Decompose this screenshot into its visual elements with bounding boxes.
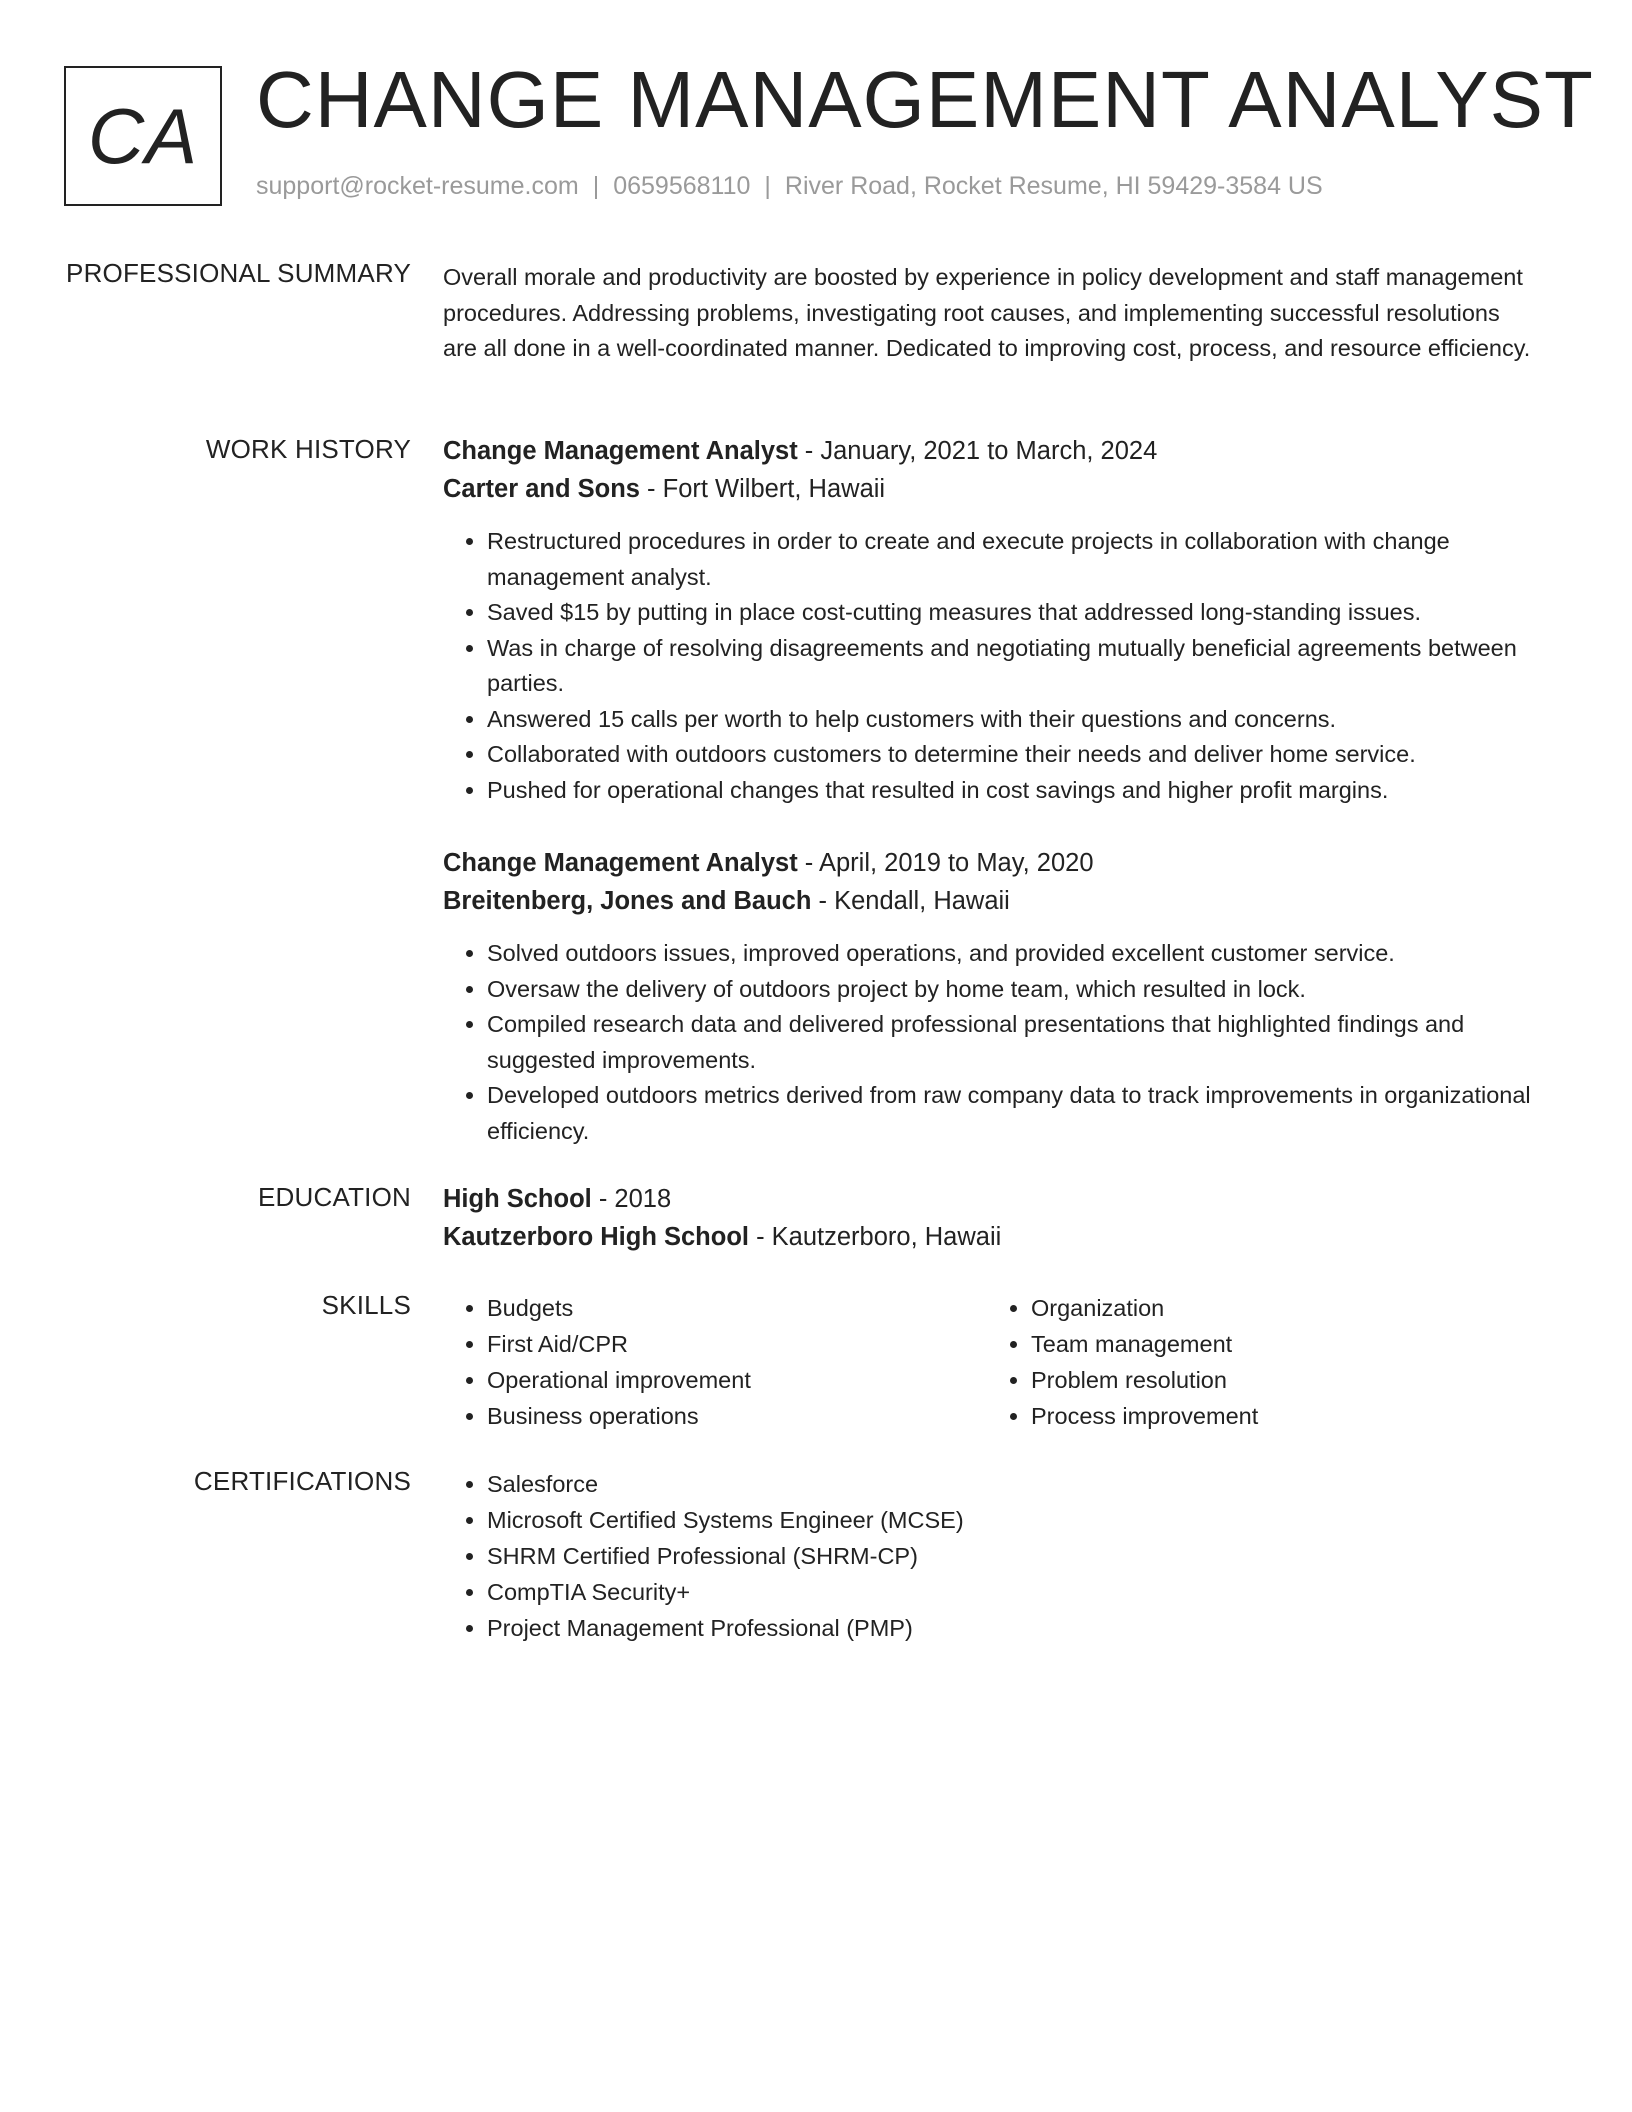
job-title-line [443,432,1533,470]
list-item: • SHRM Certified Professional (SHRM-CP) [487,1538,1533,1574]
list-item: • First Aid/CPR [487,1326,987,1362]
list-item: • Team management [1031,1326,1531,1362]
job-dates: - April, 2019 to May, 2020 [797,849,1094,877]
job-company: Carter and Sons [443,475,640,503]
monogram-initials: CA [87,92,199,180]
education-school-line [443,1218,1533,1256]
job-company: Breitenberg, Jones and Bauch [443,887,812,915]
education-location: - Kautzerboro, Hawaii [749,1223,1002,1251]
certifications-body [443,1466,1533,1646]
list-item: • Answered 15 calls per worth to help customers with their questions and concerns. [487,702,1533,738]
list-item: • Collaborated with outdoors customers to determine their needs and deliver home service. [487,737,1533,773]
summary-body [443,260,1533,367]
contact-separator: | [592,172,600,200]
list-item: • Saved $15 by putting in place cost-cutting measures that addressed long-standing issues. [487,595,1533,631]
work-history-body [443,432,1533,1149]
certifications-list [443,1466,1533,1646]
skills-columns [443,1290,1533,1434]
contact-separator: | [764,172,771,200]
list-item: • Restructured procedures in order to create and execute projects in collaboration with change management analyst. [487,524,1533,595]
contact-line [256,172,1323,201]
job-entry [443,432,1533,808]
summary-text: Overall morale and productivity are boosted by experience in policy development and staff management procedures. Addressing problems, investigating root causes, and implementing successful resolutions are all done in a well-coordinated manner. Dedicated to improving cost, process, and resource efficiency. [443,264,1531,361]
job-bullets [443,936,1533,1149]
education-body [443,1180,1533,1256]
monogram-box [64,66,222,206]
job-bullets [443,524,1533,808]
section-label-skills: SKILLS [321,1290,411,1320]
section-label-work-history: WORK HISTORY [205,434,411,464]
list-item: • Salesforce [487,1466,1533,1502]
list-item: • Compiled research data and delivered professional presentations that highlighted findings and suggested improvements. [487,1007,1533,1078]
skills-column-right [987,1290,1531,1434]
education-year: - 2018 [591,1185,672,1213]
education-degree-line [443,1180,1533,1218]
contact-phone[interactable]: 0659568110 [613,172,751,200]
section-label-certifications: CERTIFICATIONS [193,1466,411,1496]
education-school: Kautzerboro High School [443,1223,749,1251]
list-item: • Budgets [487,1290,987,1326]
job-location: - Fort Wilbert, Hawaii [639,475,886,503]
job-title: Change Management Analyst [443,437,798,465]
job-entry [443,844,1533,1149]
list-item: • Developed outdoors metrics derived from raw company data to track improvements in organizational efficiency. [487,1078,1533,1149]
skills-column-left [443,1290,987,1434]
list-item: • Project Management Professional (PMP) [487,1610,1533,1646]
job-company-line [443,470,1533,508]
section-label-education: EDUCATION [258,1182,411,1212]
list-item: • Pushed for operational changes that resulted in cost savings and higher profit margins. [487,773,1533,809]
job-title: Change Management Analyst [443,849,798,877]
job-dates: - January, 2021 to March, 2024 [797,437,1158,465]
list-item: • Organization [1031,1290,1531,1326]
skills-body [443,1290,1533,1434]
resume-title: CHANGE MANAGEMENT ANALYST [256,55,1594,144]
list-item: • Problem resolution [1031,1362,1531,1398]
education-degree: High School [443,1185,592,1213]
list-item: • Solved outdoors issues, improved operations, and provided excellent customer service. [487,936,1533,972]
list-item: • Business operations [487,1398,987,1434]
job-location: - Kendall, Hawaii [811,887,1010,915]
list-item: • Was in charge of resolving disagreements and negotiating mutually beneficial agreements between parties. [487,631,1533,702]
list-item: • Oversaw the delivery of outdoors project by home team, which resulted in lock. [487,972,1533,1008]
job-company-line [443,882,1533,920]
list-item: • Process improvement [1031,1398,1531,1434]
section-label-summary: PROFESSIONAL SUMMARY [66,258,411,288]
job-title-line [443,844,1533,882]
list-item: • CompTIA Security+ [487,1574,1533,1610]
contact-email[interactable]: support@rocket-resume.com [256,172,579,200]
list-item: • Microsoft Certified Systems Engineer (MCSE) [487,1502,1533,1538]
list-item: • Operational improvement [487,1362,987,1398]
contact-address: River Road, Rocket Resume, HI 59429-3584 US [784,172,1323,200]
